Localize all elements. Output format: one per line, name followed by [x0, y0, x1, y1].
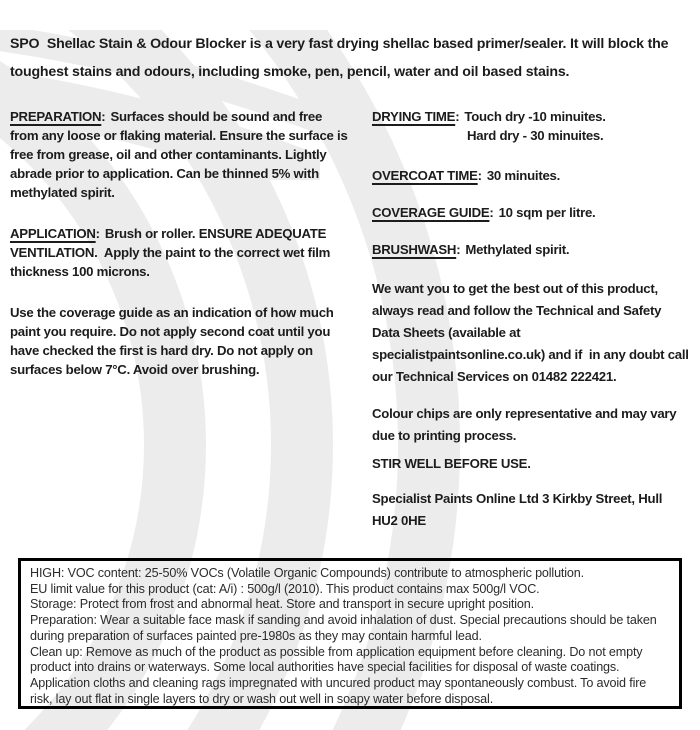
coverage-guide-spec — [372, 203, 690, 222]
intro-paragraph: SPO Shellac Stain & Odour Blocker is a very fast drying shellac based primer/sealer. It will block the toughest stains and odours, including smoke, pen, pencil, water and oil based stains. — [10, 36, 673, 80]
colon-separator: : — [95, 226, 100, 241]
coverage-guide-heading: COVERAGE GUIDE — [372, 205, 490, 220]
preparation-heading: PREPARATION — [10, 109, 102, 124]
preparation-text: Surfaces should be sound and free from any loose or flaking material. Ensure the surface is free from grease, oil and other contaminants. Lightly abrade prior to application. Can be thinned 5% with methylated spirit. — [10, 109, 351, 200]
left-column — [10, 107, 351, 532]
brushwash-value: Methylated spirit. — [465, 242, 570, 257]
colon-separator: : — [477, 168, 482, 183]
voc-warning-box — [18, 558, 682, 709]
voc-content-line: HIGH: VOC content: 25-50% VOCs (Volatile Organic Compounds) contribute to atmospheric pollution. — [30, 566, 584, 580]
clean-up-line: Clean up: Remove as much of the product as possible from application equipment before cleaning. Do not empty product into drains or waterways. Some local authorities have special facilities for disposal of waste coatings. Application cloths and cleaning rags impregnated with uncured product may spontaneously combust. To avoid fire risk, lay out flat in single layers to dry or wash out well in soapy water before disposal. — [30, 644, 647, 706]
overcoat-time-heading: OVERCOAT TIME — [372, 168, 478, 183]
right-paragraphs — [372, 278, 693, 532]
storage-line: Storage: Protect from frost and abnormal heat. Store and transport in secure upright position. — [30, 597, 534, 612]
colon-separator: : — [455, 109, 460, 124]
coverage-guide-value: 10 sqm per litre. — [498, 205, 596, 220]
drying-time-spec — [372, 107, 690, 145]
product-label — [0, 30, 700, 706]
best-out-of-product-paragraph: We want you to get the best out of this product, always read and follow the Technical and Safety Data Sheets (available at specialistpaintsonline.co.uk) and if in any doubt call our Technical Services on 01482 222421. — [372, 281, 693, 384]
brushwash-spec — [372, 240, 690, 259]
drying-time-hard-dry: Hard dry - 30 minuites. — [467, 128, 604, 143]
overcoat-time-spec — [372, 166, 690, 185]
stir-well-notice: STIR WELL BEFORE USE. — [372, 456, 531, 471]
application-section — [10, 224, 348, 281]
drying-time-touch-dry: Touch dry -10 minuites. — [464, 109, 606, 124]
preparation-section — [10, 107, 351, 202]
colon-separator: : — [456, 242, 461, 257]
brushwash-heading: BRUSHWASH — [372, 242, 457, 257]
colon-separator: : — [101, 109, 106, 124]
right-column — [372, 107, 693, 532]
coverage-advice-paragraph: Use the coverage guide as an indication of how much paint you require. Do not apply second coat until you have checked the first is hard dry. Do not apply on surfaces below 7°C. Avoid over brushing. — [10, 305, 338, 377]
preparation-safety-line: Preparation: Wear a suitable face mask if sanding and avoid inhalation of dust. Special precautions should be taken during preparation of surfaces painted pre-1980s as they may contain harmful lead. — [30, 613, 657, 643]
eu-limit-line: EU limit value for this product (cat: A/i) : 500g/l (2010). This product contains max 500g/l VOC. — [30, 581, 540, 596]
instruction-columns — [10, 107, 693, 532]
colour-chips-paragraph: Colour chips are only representative and may vary due to printing process. — [372, 406, 680, 443]
colon-separator: : — [489, 205, 494, 220]
company-address: Specialist Paints Online Ltd 3 Kirkby Street, Hull HU2 0HE — [372, 491, 666, 528]
overcoat-time-value: 30 minuites. — [486, 168, 561, 183]
drying-time-heading: DRYING TIME — [372, 109, 456, 124]
application-text: Brush or roller. ENSURE ADEQUATE VENTILATION. Apply the paint to the correct wet film thickness 100 microns. — [10, 226, 334, 279]
application-heading: APPLICATION — [10, 226, 96, 241]
drying-time-line1 — [372, 107, 690, 126]
